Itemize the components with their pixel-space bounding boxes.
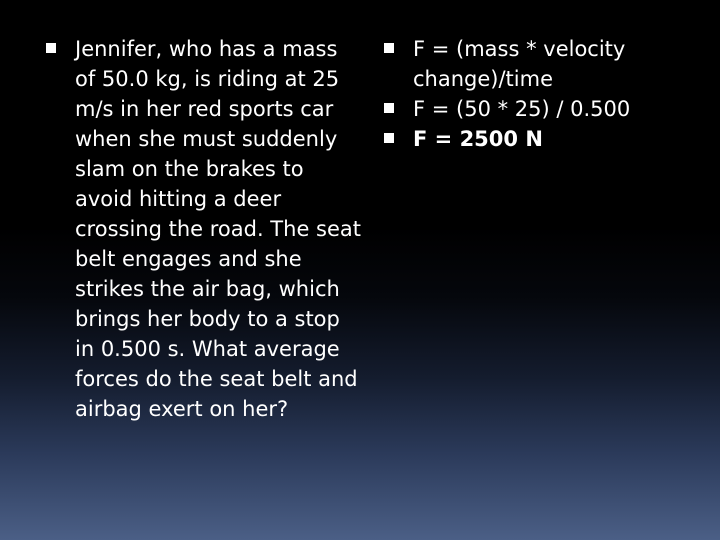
problem-bullet-list [44, 34, 364, 424]
square-bullet-icon [384, 133, 394, 143]
substitution-text: F = (50 * 25) / 0.500 [413, 97, 631, 121]
formula-text: F = (mass * velocity change)/time [413, 37, 626, 91]
square-bullet-icon [384, 43, 394, 53]
square-bullet-icon [46, 43, 56, 53]
solution-bullet-list [382, 34, 702, 154]
problem-bullet [44, 34, 364, 424]
problem-column [44, 34, 364, 424]
substitution-bullet [382, 94, 702, 124]
answer-bullet [382, 124, 702, 154]
problem-text: Jennifer, who has a mass of 50.0 kg, is riding at 25 m/s in her red sports car when she must suddenly slam on the brakes to avoid hitting a deer crossing the road. The seat belt engages and she strikes the air bag, which brings her body to a stop in 0.500 s. What average forces do the seat belt and airbag exert on her? [75, 37, 362, 421]
formula-bullet [382, 34, 702, 94]
square-bullet-icon [384, 103, 394, 113]
answer-text: F = 2500 N [413, 127, 543, 151]
solution-column [382, 34, 702, 154]
